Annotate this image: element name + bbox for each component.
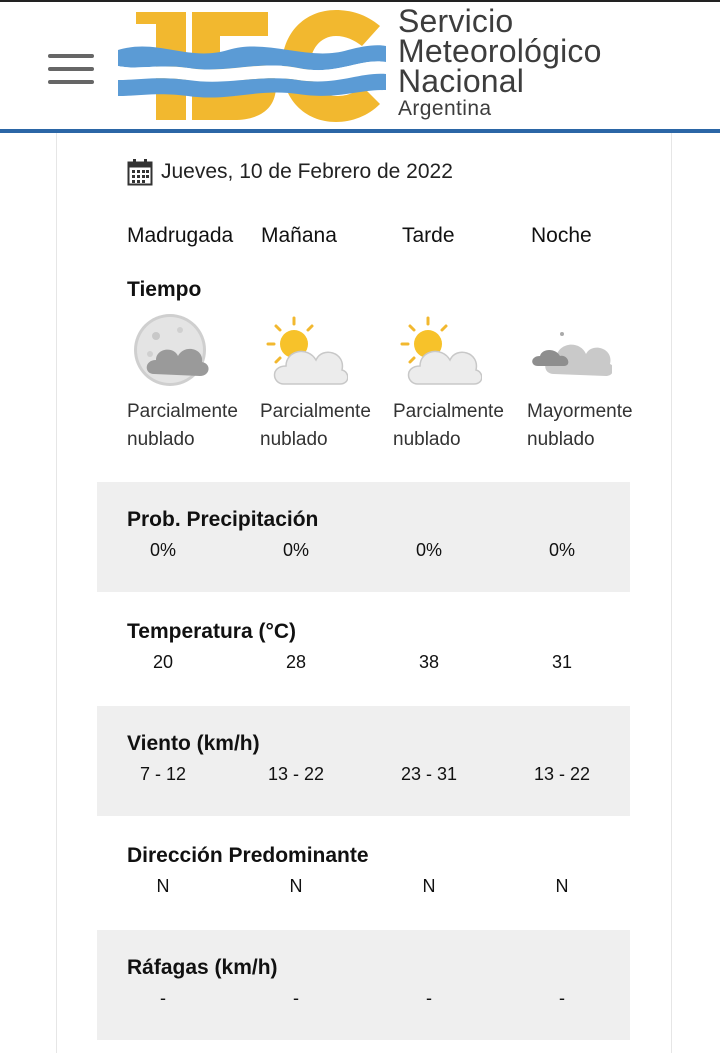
gusts-title: Ráfagas (km/h) bbox=[127, 956, 278, 979]
desc-line: Parcialmente bbox=[260, 401, 371, 422]
org-line-1: Servicio bbox=[398, 3, 514, 39]
wind-value: 7 - 12 bbox=[139, 764, 187, 784]
direction-title: Dirección Predominante bbox=[127, 844, 369, 867]
desc-line: Parcialmente bbox=[127, 401, 238, 422]
wind-value: 13 - 22 bbox=[533, 764, 591, 784]
precipitation-section bbox=[97, 482, 630, 592]
desc-line: nublado bbox=[127, 429, 195, 450]
forecast-date bbox=[127, 158, 453, 186]
desc-line: Parcialmente bbox=[393, 401, 504, 422]
wind-section bbox=[97, 706, 630, 816]
wind-value: 23 - 31 bbox=[400, 764, 458, 784]
tiempo-desc-tarde bbox=[393, 398, 504, 454]
temperature-value: 31 bbox=[551, 652, 573, 672]
period-headers bbox=[127, 224, 647, 250]
period-madrugada: Madrugada bbox=[127, 224, 234, 247]
smn-150-logo[interactable] bbox=[118, 10, 386, 122]
desc-line: nublado bbox=[527, 429, 595, 450]
night-partly-cloudy-icon bbox=[128, 314, 212, 388]
precipitation-title: Prob. Precipitación bbox=[127, 508, 319, 531]
direction-value: N bbox=[422, 876, 436, 896]
desc-line: nublado bbox=[393, 429, 461, 450]
gusts-value: - bbox=[559, 988, 565, 1008]
direction-value: N bbox=[156, 876, 170, 896]
gusts-value: - bbox=[293, 988, 299, 1008]
night-mostly-cloudy-icon bbox=[528, 314, 612, 388]
date-text: Jueves, 10 de Febrero de 2022 bbox=[161, 160, 453, 183]
period-manana: Mañana bbox=[261, 224, 337, 247]
tiempo-title: Tiempo bbox=[127, 278, 202, 301]
precipitation-value: 0% bbox=[548, 540, 575, 560]
gusts-value: - bbox=[426, 988, 432, 1008]
organization-name bbox=[398, 3, 602, 122]
temperature-value: 28 bbox=[285, 652, 307, 672]
gusts-value: - bbox=[160, 988, 166, 1008]
direction-value: N bbox=[289, 876, 303, 896]
tiempo-desc-manana bbox=[260, 398, 371, 454]
wind-title: Viento (km/h) bbox=[127, 732, 260, 755]
precipitation-value: 0% bbox=[415, 540, 442, 560]
temperature-value: 38 bbox=[418, 652, 440, 672]
tiempo-desc-madrugada bbox=[127, 398, 238, 454]
direction-section bbox=[97, 818, 630, 928]
temperature-title: Temperatura (°C) bbox=[127, 620, 297, 643]
hamburger-menu-icon[interactable] bbox=[48, 52, 94, 86]
direction-value: N bbox=[555, 876, 569, 896]
tiempo-desc-noche bbox=[527, 398, 633, 454]
precipitation-value: 0% bbox=[282, 540, 309, 560]
temperature-value: 20 bbox=[152, 652, 174, 672]
desc-line: Mayormente bbox=[527, 401, 633, 422]
sun-cloud-icon bbox=[264, 314, 348, 388]
sun-cloud-icon bbox=[398, 314, 482, 388]
period-noche: Noche bbox=[531, 224, 592, 247]
org-line-4: Argentina bbox=[398, 97, 492, 120]
temperature-section bbox=[97, 594, 630, 704]
wind-value: 13 - 22 bbox=[267, 764, 325, 784]
org-line-3: Nacional bbox=[398, 63, 525, 99]
desc-line: nublado bbox=[260, 429, 328, 450]
period-tarde: Tarde bbox=[402, 224, 455, 247]
precipitation-value: 0% bbox=[149, 540, 176, 560]
gusts-section bbox=[97, 930, 630, 1040]
org-line-2: Meteorológico bbox=[398, 33, 602, 69]
calendar-icon bbox=[127, 158, 153, 186]
app-header bbox=[0, 0, 720, 132]
